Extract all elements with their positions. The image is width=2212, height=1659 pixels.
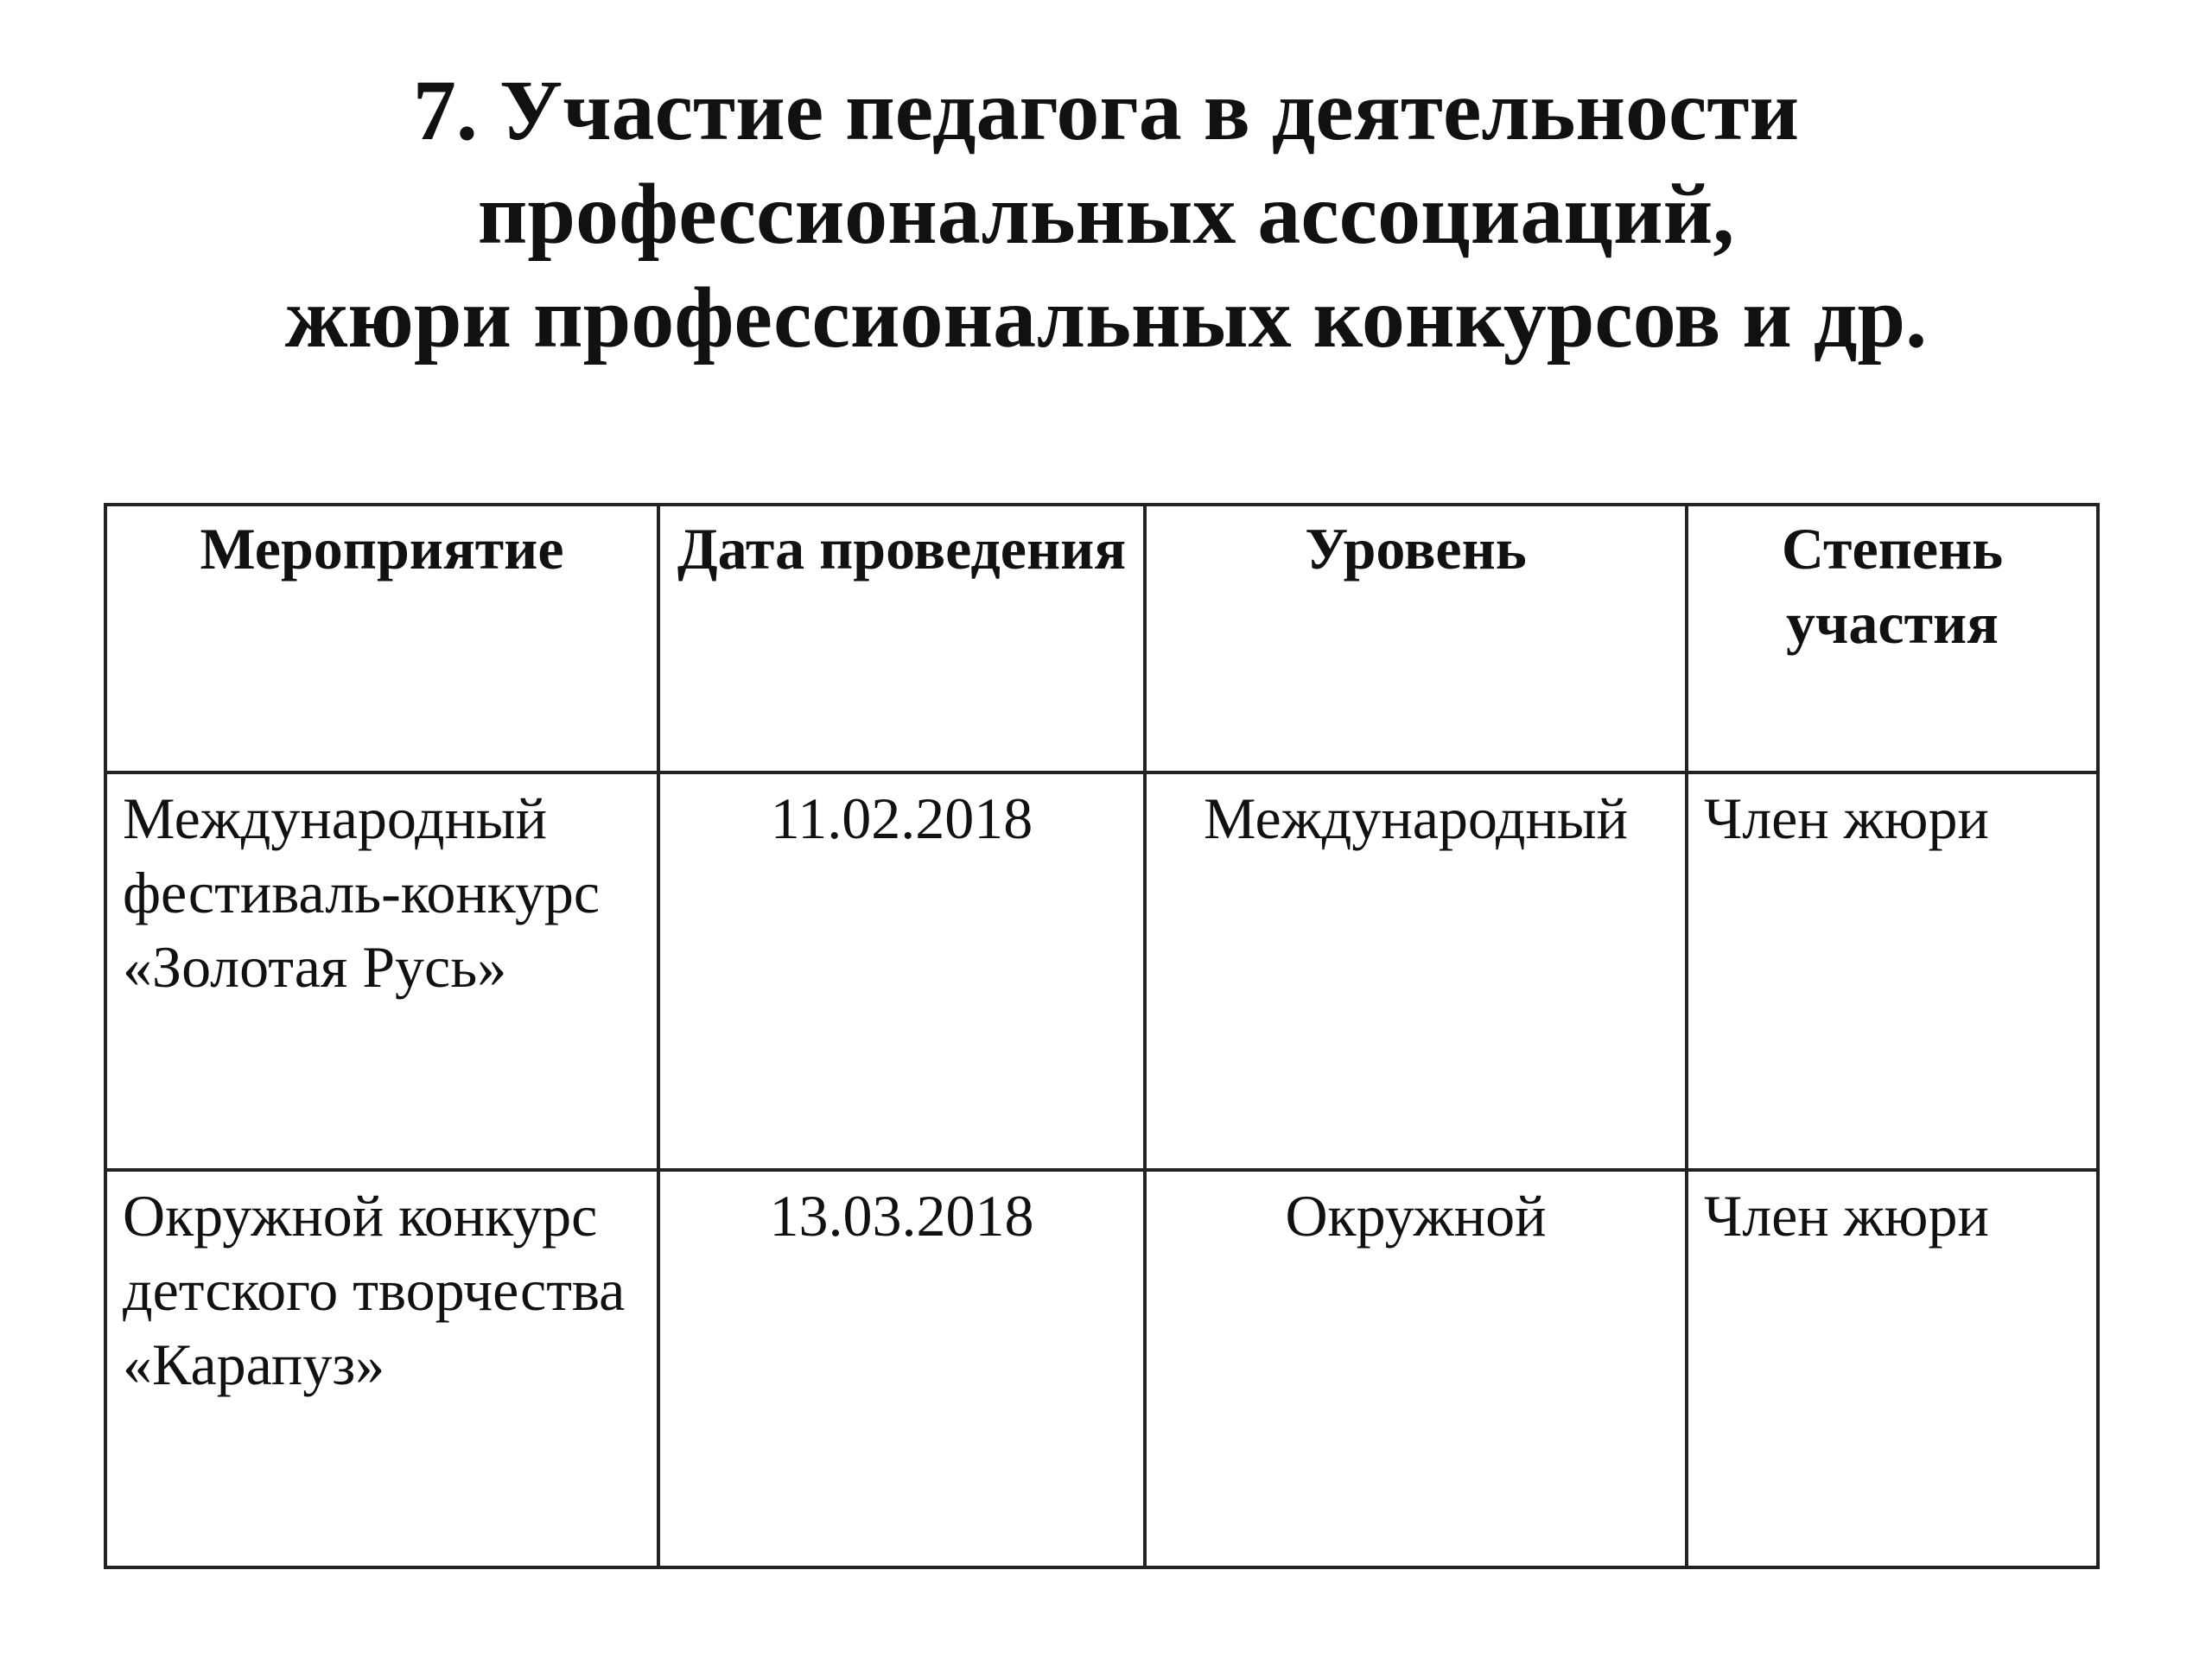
cell-level: Международный [1145, 772, 1687, 1170]
cell-date: 13.03.2018 [658, 1170, 1145, 1567]
page-title-line-1: 7. Участие педагога в деятельности [412, 62, 1800, 158]
page-title-line-3: жюри профессиональных конкурсов и др. [284, 270, 1928, 365]
header-level: Уровень [1145, 505, 1687, 772]
table-row [105, 772, 2098, 1170]
cell-event: Окружной конкурс детского творчества «Карапуз» [105, 1170, 658, 1567]
table-header-row [105, 505, 2098, 772]
header-date: Дата проведения [658, 505, 1145, 772]
table-body [105, 772, 2098, 1567]
table-header [105, 505, 2098, 772]
cell-role: Член жюри [1687, 772, 2098, 1170]
page-title-line-2: профессиональных ассоциаций, [477, 166, 1735, 262]
events-table [104, 503, 2100, 1569]
cell-level: Окружной [1145, 1170, 1687, 1567]
header-event: Мероприятие [105, 505, 658, 772]
table-row [105, 1170, 2098, 1567]
header-role: Степень участия [1687, 505, 2098, 772]
cell-role: Член жюри [1687, 1170, 2098, 1567]
cell-date: 11.02.2018 [658, 772, 1145, 1170]
page-title [0, 59, 2212, 370]
cell-event: Международный фестиваль-конкурс «Золотая Русь» [105, 772, 658, 1170]
